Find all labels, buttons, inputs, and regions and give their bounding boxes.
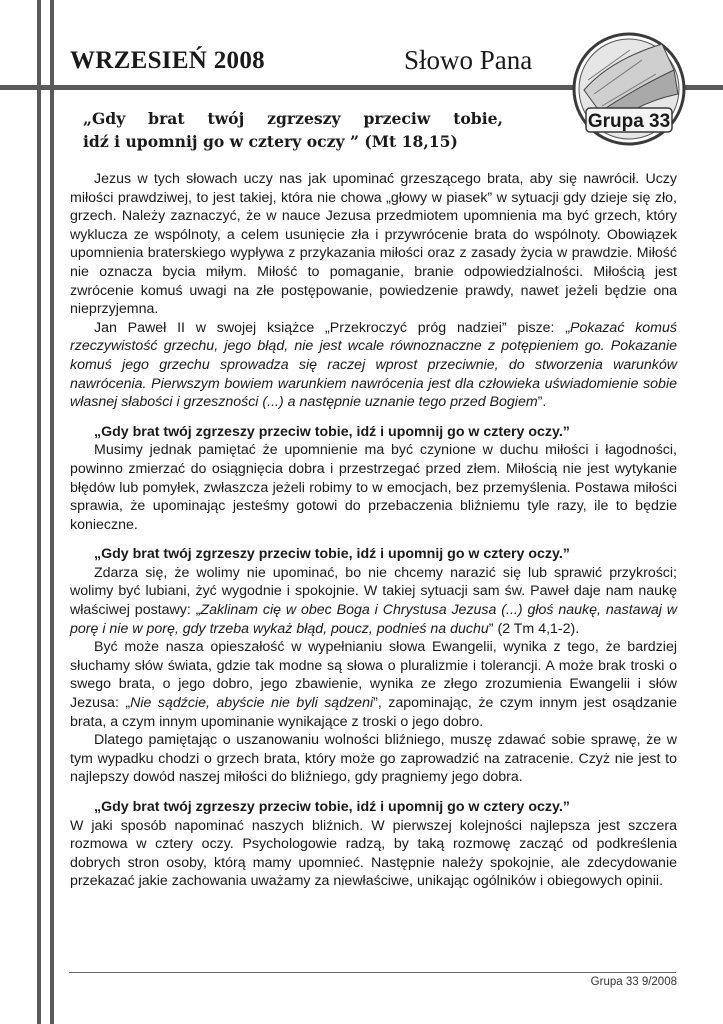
refrain-quote-3: „Gdy brat twój zgrzeszy przeciw tobie, idź i upomnij go w cztery oczy.” [94,799,570,815]
paragraph-1: Jezus w tych słowach uczy nas jak upominać grzeszącego brata, aby się nawrócił. Uczy miłości prawdziwej, to jest takiej, która nie chowa „głowy w piasek” w sytuacji gdy dzieje się zło, grzech. Należy zaznaczyć, że w nauce Jezusa przedmiotem upomnienia ma być grzech, który wyklucza ze wspólnoty, a celem usunięcie zła i przywrócenie brata do wspólnoty. Obowiązek upomnienia braterskiego wypływa z przykazania miłości oraz z zasady życia w prawdzie. Miłość nie oznacza bycia miłym. Miłość to pomaganie, branie odpowiedzialności. Miłością jest zwrócenie komuś uwagi na złe postępowanie, powiedzenie prawdy, nawet jeżeli będzie ona nieprzyjemna. [70,171,677,318]
section-title: Słowo Pana [404,45,533,75]
paragraph-2-citation: Pokazać komuś rzeczywistość grzechu, jego błąd, nie jest wcale równoznaczne z potępieniem go. Pokazanie komuś jego grzechu sprowadza się raczej wprost przeciwnie, do stworzenia warunków nawrócenia. Pierwszym bowiem warunkiem nawrócenia jest dla człowieka uświadomienie sobie własnej słabości i grzeszności (...) a następnie uznanie tego przed Bogiem [70,319,677,411]
logo-text: Grupa 33 [587,111,671,132]
refrain-quote-1: „Gdy brat twój zgrzeszy przeciw tobie, idź i upomnij go w cztery oczy.” [94,423,570,440]
paragraph-7: W jaki sposób napominać naszych bliźnich. W pierwszej kolejności najlepsza jest szczera rozmowa w cztery oczy. Psychologowie radzą, by taką rozmowę zacząć od podkreślenia dobrych stron osoby, którą mamy upomnieć. Następnie należy spokojnie, ale zdecydowanie przekazać jakie zachowania uważamy za niewłaściwe, unikając ogólników i obiegowych opinii. [70,817,677,890]
paragraph-2 [70,319,677,412]
paragraph-5 [70,638,677,731]
refrain-quote-2: „Gdy brat twój zgrzeszy przeciw tobie, idź i upomnij go w cztery oczy.” [94,546,570,563]
paragraph-2-intro: Jan Paweł II w swojej książce „Przekroczyć próg nadziei” pisze: „ [94,319,570,336]
paragraph-6: Dlatego pamiętając o uszanowaniu wolności bliźniego, muszę zdawać sobie sprawę, że w tym wypadku chodzi o grzech brata, który może go zaprowadzić na zatracenie. Czyż nie jest to najlepszy dowód naszej miłości do bliźniego, gdy pragniemy jego dobra. [70,732,677,786]
paragraph-2-end: ”. [537,394,547,411]
footer-issue-label: Grupa 33 9/2008 [590,976,677,988]
paragraph-5-citation: Nie sądźcie, abyście nie byli sądzeni [130,695,374,712]
issue-date-title: WRZESIEŃ 2008 [70,47,265,74]
footer-rule [69,972,676,973]
paragraph-4 [70,564,677,638]
grupa-33-logo [570,30,688,148]
paragraph-3: Musimy jednak pamiętać że upomnienie ma być czynione w duchu miłości i łagodności, powinno zmierzać do osiągnięcia dobra i przestrzegać przed złem. Miłością nie jest wytykanie błędów lub pomyłek, zwłaszcza jeżeli robimy to w emocjach, bez przemyślenia. Postawa miłości sprawia, że upominając jesteśmy gotowi do przebaczenia bliźniemu tyle razy, ile to będzie konieczne. [70,442,677,533]
left-border-line-inner [50,0,54,1024]
article-body [70,170,677,891]
left-border-line-outer [37,0,41,1024]
paragraph-4-end: ” (2 Tm 4,1-2). [488,620,580,637]
scripture-quote-heading [83,107,503,153]
scripture-quote-line-2: idź i upomnij go w cztery oczy ” (Mt 18,15) [83,132,458,151]
paragraph-5-end: ”, zapominając, że czym innym jest osądzanie brata, a czym innym upominanie wynikające z troski o jego dobro. [70,695,677,730]
paragraph-5-intro: Być może nasza opieszałość w wypełnianiu słowa Ewangelii, wynika z tego, że bardziej słuchamy słów świata, gdzie tak modne są słowa o pluralizmie i tolerancji. A może brak troski o swego brata, o jego dobro, jego zbawienie, wynika ze złego zrozumienia Ewangelii i słów Jezusa: „ [70,639,677,712]
paragraph-4-citation: Zaklinam cię w obec Boga i Chrystusa Jezusa (...) głoś naukę, nastawaj w porę i nie w porę, gdy trzeba wykaż błąd, poucz, podnieś na duchu [70,602,677,637]
paragraph-4-intro: Zdarza się, że wolimy nie upominać, bo nie chcemy narazić się lub sprawić przykrości; wolimy być lubiani, żyć wygodnie i spokojnie. W takiej sytuacji sam św. Paweł daje nam naukę właściwej postawy: „ [70,564,677,619]
scripture-quote-line-1: „Gdy brat twój zgrzeszy przeciw tobie, [83,109,503,128]
